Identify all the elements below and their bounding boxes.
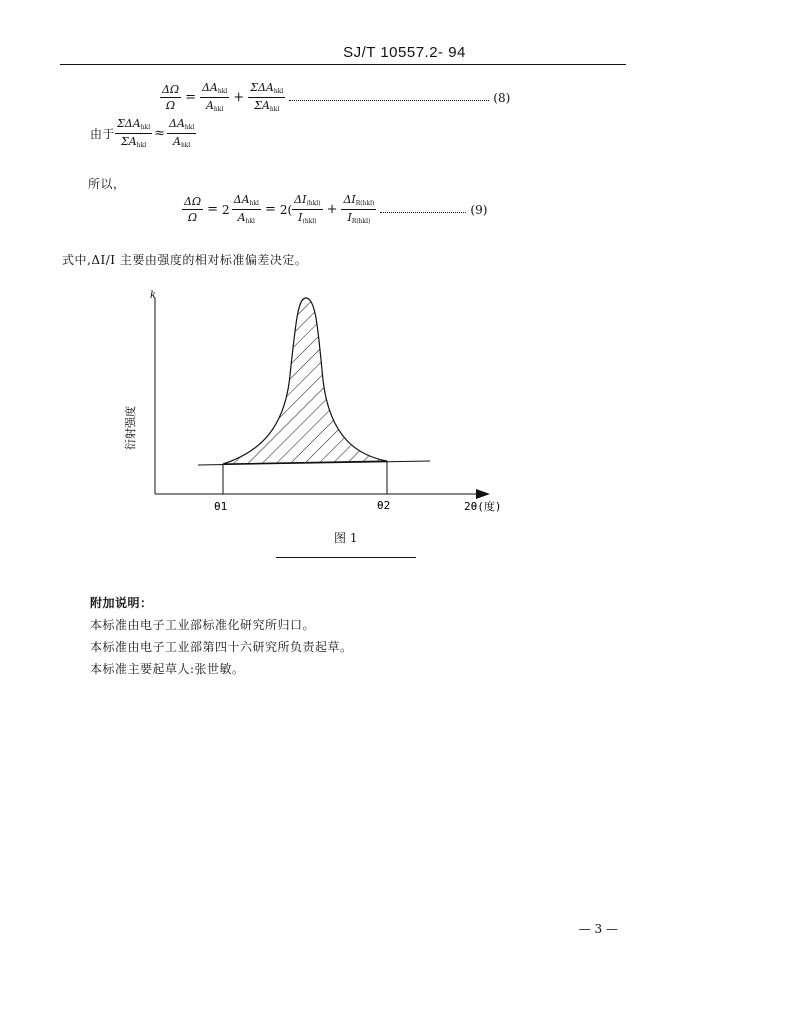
eq9-reference-term: $\frac{\Delta I_{R(hkl)}}{I_{R(hkl)}}$ bbox=[343, 193, 375, 225]
figure-rule bbox=[276, 557, 416, 558]
theta1-label: θ1 bbox=[214, 500, 228, 513]
eq9-intensity-term: $\frac{\Delta I_{(hkl)}}{I_{(hkl)}}$ bbox=[294, 193, 321, 225]
explanation-text: 式中,ΔI/I 主要由强度的相对标准偏差决定。 bbox=[62, 253, 308, 267]
notes-line-2: 本标准由电子工业部第四十六研究所负责起草。 bbox=[90, 640, 353, 654]
equation-8: $\frac{\Delta\Omega}{\Omega}$ = $\frac{\Delta A_{hkl}}{A_{hkl}}$ + $\frac{\Sigma\Delta A_{hkl}}{\Sigma A_{hkl}}$ (8) bbox=[162, 81, 511, 113]
eq8-term2: $\frac{\Sigma\Delta A_{hkl}}{\Sigma A_{hkl}}$ bbox=[250, 81, 284, 113]
y-axis-top-label: k bbox=[150, 290, 157, 301]
notes-line-1: 本标准由电子工业部标准化研究所归口。 bbox=[90, 618, 316, 632]
equation-number-8: (8) bbox=[493, 90, 511, 105]
equation-9: $\frac{\Delta\Omega}{\Omega}$ = 2 $\frac{\Delta A_{hkl}}{A_{hkl}}$ = 2( $\frac{\Delta I_{(hkl)}}{I_{(hkl)}}$ + $\frac{\Delta I_{R(hkl)}}{I_{R(hkl)}}$ (9) bbox=[184, 193, 488, 225]
integrated-peak-area bbox=[223, 298, 387, 464]
x-axis-label: 2θ(度) bbox=[464, 500, 502, 513]
theta2-label: θ2 bbox=[377, 499, 391, 512]
so-text: 所以， bbox=[88, 177, 126, 191]
figure-1-diffraction-peak bbox=[120, 280, 540, 540]
header-rule bbox=[60, 64, 626, 65]
approx-rhs: $\frac{\Delta A_{hkl}}{A_{hkl}}$ bbox=[169, 117, 195, 149]
page-number: — 3 — bbox=[578, 922, 618, 936]
approx-lhs: $\frac{\Sigma\Delta A_{hkl}}{\Sigma A_{hkl}}$ bbox=[117, 117, 151, 149]
y-axis-label: 衍射强度 bbox=[124, 406, 137, 450]
figure-caption: 图 1 bbox=[334, 531, 358, 545]
eq9-lhs: $\frac{\Delta\Omega}{\Omega}$ bbox=[184, 195, 202, 224]
approximation: 由于 $\frac{\Sigma\Delta A_{hkl}}{\Sigma A_{hkl}}$ ≈ $\frac{\Delta A_{hkl}}{A_{hkl}}$ bbox=[90, 117, 195, 149]
leader-dots bbox=[289, 94, 489, 101]
eq9-middle: $\frac{\Delta A_{hkl}}{A_{hkl}}$ bbox=[233, 193, 259, 225]
eq8-term1: $\frac{\Delta A_{hkl}}{A_{hkl}}$ bbox=[201, 81, 228, 113]
notes-line-3: 本标准主要起草人:张世敏。 bbox=[90, 662, 245, 676]
eq8-lhs: $\frac{\Delta\Omega}{\Omega}$ bbox=[162, 83, 180, 112]
equation-number-9: (9) bbox=[470, 202, 488, 217]
notes-title: 附加说明： bbox=[90, 596, 153, 610]
x-axis-arrow bbox=[476, 489, 490, 499]
document-code: SJ/T 10557.2- 94 bbox=[343, 44, 466, 61]
leader-dots bbox=[380, 206, 466, 213]
